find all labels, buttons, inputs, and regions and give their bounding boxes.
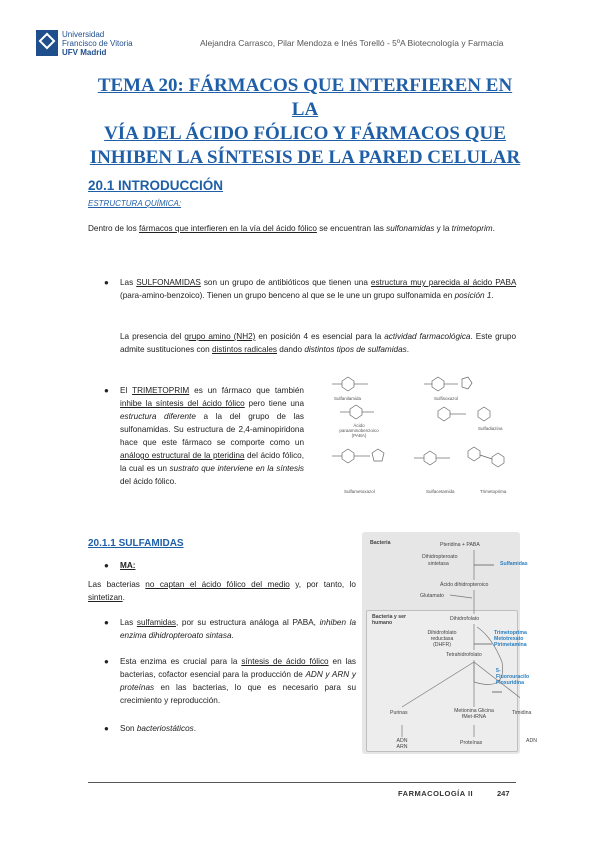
sulf-link: estructura muy parecida al ácido PABA [370,278,516,287]
logo-line-2: Francisco de Vitoria [62,39,133,48]
sulf-text-c: (para-amino-benzoico). Tienen un grupo benceno al que se le une un grupo sulfonamida en [120,291,455,300]
intro-trimetoprim: trimetoprim [451,224,493,233]
b1-text-c: . [231,631,234,640]
sulfamidas-text-b: y, por tanto, lo [289,580,356,589]
trim-text-d: a la del grupo de las sulfonamidas. Su estructura de 2,4-aminopiridona hace que este fármaco se comporte como un [120,412,304,447]
trimetoprim-paragraph [120,384,304,488]
benzene-ring-5 [424,451,436,465]
sulfamidas-link: no captan el ácido fólico del medio [145,580,290,589]
p2-radicales: distintos radicales [211,345,278,354]
bullet-icon: ● [104,386,109,395]
logo-text [62,30,133,57]
sulfamidas-sintetizan: sintetizan [88,593,123,602]
section-sublabel: ESTRUCTURA QUÍMICA: [88,199,182,208]
dia-sulfamidas: Sulfamidas [500,561,528,567]
trim-text-f: del ácido fólico. [120,477,177,486]
p2-text-e: . [406,345,410,354]
ma-label [120,559,135,572]
benzene-ring-3 [438,407,450,421]
logo-line-1: Universidad [62,30,105,39]
logo-mark-icon [36,30,58,56]
b2-text-a: Esta enzima es crucial para la [120,657,242,666]
chem-label-sulfametoxazol: Sulfametoxazol [344,489,375,494]
title-line-2: VÍA DEL ÁCIDO FÓLICO Y FÁRMACOS QUE [104,123,506,144]
chem-label-sulfadiazina: Sulfadiazina [478,426,503,431]
section-heading-20-1: 20.1 INTRODUCCIÓN [88,178,224,193]
sulfamidas-intro [88,578,356,604]
dia-proteinas: Proteínas [460,740,483,746]
sulfamidas-text-a: Las bacterias [88,580,146,589]
dia-dhfr: Dihidrofolato reductasa (DHFR) [427,630,457,648]
bullet-icon: ● [104,561,109,570]
isoxazole-ring [462,377,472,389]
chem-label-trimetoprima: Trimetoprima [480,489,507,494]
benzene-ring-1 [342,377,354,391]
logo-line-3: UFV Madrid [62,48,107,57]
chem-label-sulfacetamida: Sulfacetamida [426,489,455,494]
bullet-icon: ● [104,724,109,733]
trim-text-b: es un fármaco que también [189,386,304,395]
p2-text-b: en posición 4 es esencial para la [255,332,385,341]
pyrimidine-ring [478,407,490,421]
section-heading-20-1-1: 20.1.1 SULFAMIDAS [88,538,184,549]
dia-acido-dihidropteroico: Ácido dihidropteroico [440,582,489,588]
b1-inhiben: inhiben la enzima dihidropteroato sintasa [120,618,357,640]
b2-link: síntesis de ácido fólico [241,657,329,666]
p2-amino: grupo amino (NH2) [184,332,256,341]
benzene-ring-2 [432,377,444,391]
sulf-position: posición 1 [454,291,492,300]
trim-text-c: pero tiene una [244,399,304,408]
bullet-icon: ● [104,618,109,627]
dia-dihidrofolato: Dihidrofolato [450,616,480,622]
intro-sulfonamidas: sulfonamidas [386,224,435,233]
footer-divider [88,782,516,783]
footer-subject: FARMACOLOGÍA II [398,789,474,798]
b2-text-b: en las bacterias, cofactor esencial para la producción de [120,657,357,679]
dia-adn: ADN [526,738,537,744]
trim-term: TRIMETOPRIM [132,386,190,395]
trim-sustrato: sustrato que interviene en la síntesis [169,464,304,473]
sulfamidas-text-c: . [122,593,125,602]
p2-actividad: actividad farmacológica [384,332,471,341]
b1-text-b: , por su estructura análoga al PABA, [175,618,320,627]
intro-text-c: y la [434,224,452,233]
b3-text-a: Son [120,724,137,733]
sulf-term: SULFONAMIDAS [136,278,201,287]
dia-tetrahidrofolato: Tetrahidrofolato [446,652,482,658]
trim-diff: estructura diferente [120,412,196,421]
sulfamidas-bullet-2 [120,655,356,707]
header-authors: Alejandra Carrasco, Pilar Mendoza e Inés Torelló - 5ºA Biotecnología y Farmacia [200,38,504,48]
sulf-text-b: son un grupo de antibióticos que tienen una [200,278,371,287]
title-line-1: TEMA 20: FÁRMACOS QUE INTERFIEREN EN LA [97,75,513,120]
b2-adn: ADN y ARN y proteínas [120,670,356,692]
intro-text-b: se encuentran las [316,224,387,233]
intro-text-d: . [492,224,495,233]
trim-text-a: El [120,386,133,395]
trim-analog: análogo estructural de la pteridina [120,451,245,460]
university-logo [36,28,146,60]
dia-sintasa: sintetasa [428,561,449,567]
b1-sulfamidas: sulfamidas [136,618,176,627]
dia-glutamato: Glutamato [420,593,444,599]
intro-link: fármacos que interfieren en la vía del ácido fólico [138,224,317,233]
trimethoxy-ring [468,447,480,461]
trim-link: inhibe la síntesis del ácido fólico [120,399,245,408]
benzene-ring-paba [350,405,362,419]
sulf-text-a: Las [120,278,137,287]
sulfonamidas-paragraph-2 [120,330,516,356]
b1-text-a: Las [120,618,137,627]
bullet-icon: ● [104,278,109,287]
dia-adn-arn: ADN ARN [396,738,408,750]
dia-timidina: Timidina [512,710,532,716]
diaminopyrimidine-ring [492,453,504,467]
chem-label-paba: Ácido paraaminobenzoico (PABA) [339,423,379,438]
ma-text: MA: [120,561,136,570]
chem-label-sulfanilamida: Sulfanilamida [334,396,362,401]
b3-text-b: . [193,724,197,733]
dia-bacteria-label: Bacteria [370,540,391,546]
bullet-icon: ● [104,657,109,666]
dia-dihidropteroato: Dihidropteroato [422,554,458,560]
dia-bacteria-humano: Bacteria y ser humano [372,614,407,626]
sulfamidas-bullet-1 [120,616,356,642]
trim-text-e: del ácido fólico, la cual es un [120,451,304,473]
page-number: 247 [497,789,510,798]
dia-metionina: Metionina Glicina fMet-tRNA [454,708,494,720]
page-title [85,74,525,170]
chemical-structures-figure [328,373,514,499]
sulf-text-d: . [491,291,494,300]
intro-text-a: Dentro de los [88,224,139,233]
b3-bacteriostaticos: bacteriostáticos [136,724,194,733]
oxazole-ring [372,449,384,461]
b2-text-c: en las bacterias, lo que es necesario para su crecimiento y reproducción. [120,683,356,705]
p2-text-a: La presencia del [120,332,185,341]
benzene-ring-4 [342,449,354,463]
p2-text-d: dando [277,345,305,354]
chem-label-sulfisoxazol: Sulfisoxazol [434,396,459,401]
title-line-3: INHIBEN LA SÍNTESIS DE LA PARED CELULAR [89,147,521,168]
dia-trimetoprim-group: Trimetoprima Metotrexato Pirimetamina [494,630,527,648]
dia-pteridina-paba: Pteridina + PABA [440,542,480,548]
p2-tipos: distintos tipos de sulfamidas [304,345,407,354]
folate-pathway-diagram [362,532,537,754]
dia-fluorouracilo-group: 5-Fluorouracilo Floxuridina [496,668,530,686]
dia-purinas: Purinas [390,710,408,716]
intro-paragraph [88,222,516,235]
sulfamidas-bullet-3 [120,722,356,735]
p2-text-c: . Este grupo admite sustituciones con [120,332,517,354]
sulfonamidas-paragraph [120,276,516,302]
